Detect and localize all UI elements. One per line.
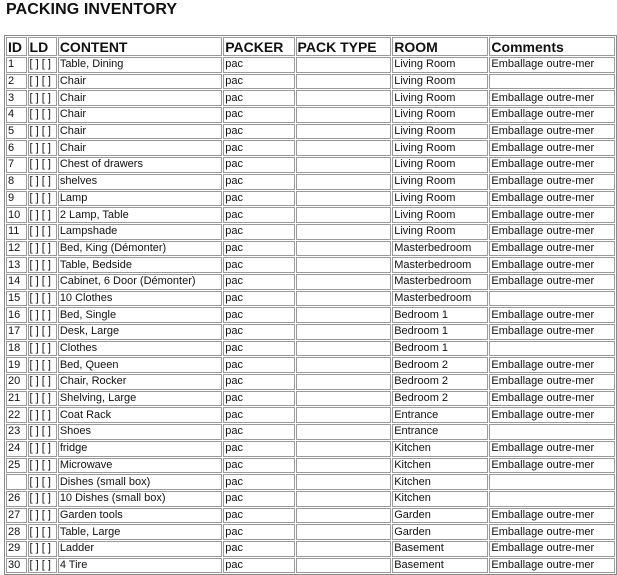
cell-comments: Emballage outre-mer bbox=[489, 241, 615, 257]
table-row bbox=[6, 174, 615, 190]
cell-id: 22 bbox=[6, 407, 27, 423]
cell-id: 26 bbox=[6, 491, 27, 507]
cell-pack-type bbox=[296, 307, 392, 323]
cell-comments: Emballage outre-mer bbox=[489, 257, 615, 273]
cell-id: 27 bbox=[6, 508, 27, 524]
cell-id: 2 bbox=[6, 74, 27, 90]
cell-room: Living Room bbox=[392, 107, 488, 123]
cell-packer: pac bbox=[223, 57, 294, 73]
cell-id: 16 bbox=[6, 307, 27, 323]
cell-content: Ladder bbox=[58, 541, 222, 557]
cell-packer: pac bbox=[223, 374, 294, 390]
cell-pack-type bbox=[296, 324, 392, 340]
cell-packer: pac bbox=[223, 324, 294, 340]
header-content: CONTENT bbox=[58, 37, 222, 56]
cell-id: 25 bbox=[6, 458, 27, 474]
cell-id: 17 bbox=[6, 324, 27, 340]
cell-id: 15 bbox=[6, 291, 27, 307]
table-row bbox=[6, 224, 615, 240]
cell-ld: [ ] [ ] bbox=[28, 74, 57, 90]
cell-pack-type bbox=[296, 274, 392, 290]
cell-comments: Emballage outre-mer bbox=[489, 107, 615, 123]
cell-ld: [ ] [ ] bbox=[28, 541, 57, 557]
cell-pack-type bbox=[296, 257, 392, 273]
header-ld: LD bbox=[28, 37, 57, 56]
cell-content: Chair bbox=[58, 140, 222, 156]
cell-ld: [ ] [ ] bbox=[28, 407, 57, 423]
table-row bbox=[6, 241, 615, 257]
cell-room: Living Room bbox=[392, 57, 488, 73]
cell-pack-type bbox=[296, 107, 392, 123]
cell-comments: Emballage outre-mer bbox=[489, 307, 615, 323]
cell-id: 1 bbox=[6, 57, 27, 73]
cell-pack-type bbox=[296, 558, 392, 574]
cell-comments: Emballage outre-mer bbox=[489, 558, 615, 574]
cell-ld: [ ] [ ] bbox=[28, 307, 57, 323]
table-row bbox=[6, 558, 615, 574]
cell-pack-type bbox=[296, 224, 392, 240]
cell-id: 28 bbox=[6, 524, 27, 540]
cell-comments bbox=[489, 341, 615, 357]
cell-room: Masterbedroom bbox=[392, 241, 488, 257]
cell-packer: pac bbox=[223, 307, 294, 323]
cell-comments bbox=[489, 291, 615, 307]
cell-comments: Emballage outre-mer bbox=[489, 140, 615, 156]
header-room: ROOM bbox=[392, 37, 488, 56]
cell-content: 4 Tire bbox=[58, 558, 222, 574]
cell-content: Coat Rack bbox=[58, 407, 222, 423]
cell-pack-type bbox=[296, 174, 392, 190]
cell-comments: Emballage outre-mer bbox=[489, 324, 615, 340]
table-row bbox=[6, 274, 615, 290]
cell-packer: pac bbox=[223, 241, 294, 257]
cell-content: Bed, Queen bbox=[58, 357, 222, 373]
cell-room: Basement bbox=[392, 558, 488, 574]
cell-room: Entrance bbox=[392, 424, 488, 440]
cell-packer: pac bbox=[223, 407, 294, 423]
cell-content: Clothes bbox=[58, 341, 222, 357]
cell-room: Bedroom 2 bbox=[392, 374, 488, 390]
cell-comments: Emballage outre-mer bbox=[489, 357, 615, 373]
cell-comments: Emballage outre-mer bbox=[489, 174, 615, 190]
cell-comments: Emballage outre-mer bbox=[489, 374, 615, 390]
cell-content: Cabinet, 6 Door (Démonter) bbox=[58, 274, 222, 290]
table-row bbox=[6, 107, 615, 123]
cell-packer: pac bbox=[223, 391, 294, 407]
cell-packer: pac bbox=[223, 458, 294, 474]
cell-ld: [ ] [ ] bbox=[28, 474, 57, 490]
inventory-table bbox=[4, 35, 617, 575]
cell-comments bbox=[489, 74, 615, 90]
cell-packer: pac bbox=[223, 524, 294, 540]
cell-content: Dishes (small box) bbox=[58, 474, 222, 490]
cell-pack-type bbox=[296, 491, 392, 507]
cell-id: 4 bbox=[6, 107, 27, 123]
cell-comments: Emballage outre-mer bbox=[489, 90, 615, 106]
cell-content: Chair bbox=[58, 90, 222, 106]
cell-content: Lamp bbox=[58, 191, 222, 207]
cell-content: Chair, Rocker bbox=[58, 374, 222, 390]
cell-id: 19 bbox=[6, 357, 27, 373]
cell-ld: [ ] [ ] bbox=[28, 174, 57, 190]
cell-comments bbox=[489, 491, 615, 507]
cell-room: Masterbedroom bbox=[392, 257, 488, 273]
cell-packer: pac bbox=[223, 157, 294, 173]
table-row bbox=[6, 307, 615, 323]
cell-room: Living Room bbox=[392, 224, 488, 240]
cell-comments: Emballage outre-mer bbox=[489, 391, 615, 407]
cell-room: Living Room bbox=[392, 207, 488, 223]
cell-content: Chair bbox=[58, 124, 222, 140]
cell-comments: Emballage outre-mer bbox=[489, 508, 615, 524]
cell-ld: [ ] [ ] bbox=[28, 257, 57, 273]
cell-ld: [ ] [ ] bbox=[28, 441, 57, 457]
cell-id: 6 bbox=[6, 140, 27, 156]
table-row bbox=[6, 157, 615, 173]
cell-room: Living Room bbox=[392, 74, 488, 90]
cell-pack-type bbox=[296, 90, 392, 106]
table-row bbox=[6, 508, 615, 524]
cell-ld: [ ] [ ] bbox=[28, 90, 57, 106]
cell-content: Table, Large bbox=[58, 524, 222, 540]
cell-packer: pac bbox=[223, 174, 294, 190]
cell-room: Kitchen bbox=[392, 441, 488, 457]
cell-room: Masterbedroom bbox=[392, 274, 488, 290]
cell-id: 14 bbox=[6, 274, 27, 290]
cell-id: 20 bbox=[6, 374, 27, 390]
cell-id: 11 bbox=[6, 224, 27, 240]
cell-packer: pac bbox=[223, 508, 294, 524]
table-row bbox=[6, 57, 615, 73]
cell-pack-type bbox=[296, 441, 392, 457]
cell-comments: Emballage outre-mer bbox=[489, 191, 615, 207]
cell-ld: [ ] [ ] bbox=[28, 207, 57, 223]
cell-ld: [ ] [ ] bbox=[28, 140, 57, 156]
table-row bbox=[6, 140, 615, 156]
cell-id: 24 bbox=[6, 441, 27, 457]
cell-content: Bed, Single bbox=[58, 307, 222, 323]
cell-packer: pac bbox=[223, 140, 294, 156]
cell-room: Bedroom 1 bbox=[392, 324, 488, 340]
cell-id: 10 bbox=[6, 207, 27, 223]
cell-room: Basement bbox=[392, 541, 488, 557]
cell-ld: [ ] [ ] bbox=[28, 291, 57, 307]
cell-pack-type bbox=[296, 140, 392, 156]
cell-packer: pac bbox=[223, 207, 294, 223]
cell-content: Table, Dining bbox=[58, 57, 222, 73]
cell-content: Shoes bbox=[58, 424, 222, 440]
cell-room: Entrance bbox=[392, 407, 488, 423]
cell-ld: [ ] [ ] bbox=[28, 374, 57, 390]
cell-pack-type bbox=[296, 541, 392, 557]
table-row bbox=[6, 257, 615, 273]
table-row bbox=[6, 407, 615, 423]
cell-pack-type bbox=[296, 191, 392, 207]
table-row bbox=[6, 324, 615, 340]
cell-comments: Emballage outre-mer bbox=[489, 207, 615, 223]
header-pack-type: PACK TYPE bbox=[296, 37, 392, 56]
table-row bbox=[6, 74, 615, 90]
cell-packer: pac bbox=[223, 74, 294, 90]
cell-room: Bedroom 2 bbox=[392, 391, 488, 407]
cell-comments: Emballage outre-mer bbox=[489, 124, 615, 140]
cell-id: 5 bbox=[6, 124, 27, 140]
cell-ld: [ ] [ ] bbox=[28, 57, 57, 73]
cell-comments: Emballage outre-mer bbox=[489, 458, 615, 474]
table-row bbox=[6, 191, 615, 207]
cell-room: Kitchen bbox=[392, 491, 488, 507]
cell-packer: pac bbox=[223, 124, 294, 140]
cell-packer: pac bbox=[223, 341, 294, 357]
cell-pack-type bbox=[296, 124, 392, 140]
cell-packer: pac bbox=[223, 274, 294, 290]
cell-room: Living Room bbox=[392, 191, 488, 207]
cell-comments: Emballage outre-mer bbox=[489, 157, 615, 173]
header-id: ID bbox=[6, 37, 27, 56]
table-row bbox=[6, 458, 615, 474]
header-comments: Comments bbox=[489, 37, 615, 56]
cell-pack-type bbox=[296, 357, 392, 373]
cell-ld: [ ] [ ] bbox=[28, 458, 57, 474]
cell-pack-type bbox=[296, 207, 392, 223]
cell-room: Garden bbox=[392, 524, 488, 540]
cell-content: fridge bbox=[58, 441, 222, 457]
cell-ld: [ ] [ ] bbox=[28, 157, 57, 173]
cell-comments: Emballage outre-mer bbox=[489, 224, 615, 240]
cell-id: 7 bbox=[6, 157, 27, 173]
header-packer: PACKER bbox=[223, 37, 294, 56]
cell-packer: pac bbox=[223, 541, 294, 557]
cell-id: 29 bbox=[6, 541, 27, 557]
cell-packer: pac bbox=[223, 474, 294, 490]
cell-comments: Emballage outre-mer bbox=[489, 541, 615, 557]
cell-id: 30 bbox=[6, 558, 27, 574]
cell-ld: [ ] [ ] bbox=[28, 424, 57, 440]
cell-comments: Emballage outre-mer bbox=[489, 57, 615, 73]
cell-ld: [ ] [ ] bbox=[28, 107, 57, 123]
cell-content: Desk, Large bbox=[58, 324, 222, 340]
cell-content: Chair bbox=[58, 74, 222, 90]
cell-pack-type bbox=[296, 508, 392, 524]
table-row bbox=[6, 124, 615, 140]
cell-room: Garden bbox=[392, 508, 488, 524]
cell-pack-type bbox=[296, 241, 392, 257]
table-row bbox=[6, 424, 615, 440]
cell-ld: [ ] [ ] bbox=[28, 524, 57, 540]
cell-pack-type bbox=[296, 458, 392, 474]
cell-id: 8 bbox=[6, 174, 27, 190]
cell-id: 3 bbox=[6, 90, 27, 106]
cell-id: 21 bbox=[6, 391, 27, 407]
cell-pack-type bbox=[296, 341, 392, 357]
table-row bbox=[6, 391, 615, 407]
cell-room: Living Room bbox=[392, 174, 488, 190]
cell-room: Kitchen bbox=[392, 474, 488, 490]
cell-comments: Emballage outre-mer bbox=[489, 274, 615, 290]
cell-ld: [ ] [ ] bbox=[28, 274, 57, 290]
table-row bbox=[6, 374, 615, 390]
cell-content: shelves bbox=[58, 174, 222, 190]
cell-packer: pac bbox=[223, 224, 294, 240]
cell-room: Bedroom 2 bbox=[392, 357, 488, 373]
cell-pack-type bbox=[296, 407, 392, 423]
cell-pack-type bbox=[296, 291, 392, 307]
cell-comments bbox=[489, 424, 615, 440]
cell-comments: Emballage outre-mer bbox=[489, 441, 615, 457]
cell-comments bbox=[489, 474, 615, 490]
cell-ld: [ ] [ ] bbox=[28, 491, 57, 507]
table-row bbox=[6, 291, 615, 307]
cell-packer: pac bbox=[223, 291, 294, 307]
table-body bbox=[6, 57, 615, 573]
cell-content: Microwave bbox=[58, 458, 222, 474]
cell-pack-type bbox=[296, 157, 392, 173]
cell-id: 18 bbox=[6, 341, 27, 357]
cell-content: Bed, King (Démonter) bbox=[58, 241, 222, 257]
cell-packer: pac bbox=[223, 90, 294, 106]
page-title: PACKING INVENTORY bbox=[6, 1, 178, 18]
cell-pack-type bbox=[296, 524, 392, 540]
cell-ld: [ ] [ ] bbox=[28, 341, 57, 357]
cell-room: Living Room bbox=[392, 157, 488, 173]
cell-ld: [ ] [ ] bbox=[28, 124, 57, 140]
cell-ld: [ ] [ ] bbox=[28, 324, 57, 340]
cell-content: 10 Clothes bbox=[58, 291, 222, 307]
table-row bbox=[6, 491, 615, 507]
cell-packer: pac bbox=[223, 424, 294, 440]
cell-pack-type bbox=[296, 474, 392, 490]
cell-packer: pac bbox=[223, 107, 294, 123]
cell-content: 10 Dishes (small box) bbox=[58, 491, 222, 507]
cell-comments: Emballage outre-mer bbox=[489, 407, 615, 423]
table-row bbox=[6, 524, 615, 540]
cell-id: 13 bbox=[6, 257, 27, 273]
cell-pack-type bbox=[296, 57, 392, 73]
cell-comments: Emballage outre-mer bbox=[489, 524, 615, 540]
cell-content: Garden tools bbox=[58, 508, 222, 524]
cell-room: Kitchen bbox=[392, 458, 488, 474]
cell-ld: [ ] [ ] bbox=[28, 508, 57, 524]
cell-content: 2 Lamp, Table bbox=[58, 207, 222, 223]
cell-content: Shelving, Large bbox=[58, 391, 222, 407]
cell-pack-type bbox=[296, 74, 392, 90]
cell-ld: [ ] [ ] bbox=[28, 558, 57, 574]
table-row bbox=[6, 341, 615, 357]
cell-room: Bedroom 1 bbox=[392, 341, 488, 357]
cell-content: Table, Bedside bbox=[58, 257, 222, 273]
cell-ld: [ ] [ ] bbox=[28, 391, 57, 407]
cell-content: Chair bbox=[58, 107, 222, 123]
cell-ld: [ ] [ ] bbox=[28, 241, 57, 257]
table-row bbox=[6, 441, 615, 457]
table-row bbox=[6, 207, 615, 223]
cell-id: 23 bbox=[6, 424, 27, 440]
cell-packer: pac bbox=[223, 191, 294, 207]
cell-room: Living Room bbox=[392, 90, 488, 106]
cell-pack-type bbox=[296, 391, 392, 407]
cell-room: Bedroom 1 bbox=[392, 307, 488, 323]
cell-id: 12 bbox=[6, 241, 27, 257]
table-row bbox=[6, 90, 615, 106]
cell-content: Chest of drawers bbox=[58, 157, 222, 173]
cell-packer: pac bbox=[223, 491, 294, 507]
cell-ld: [ ] [ ] bbox=[28, 224, 57, 240]
cell-pack-type bbox=[296, 374, 392, 390]
cell-packer: pac bbox=[223, 257, 294, 273]
cell-pack-type bbox=[296, 424, 392, 440]
cell-room: Living Room bbox=[392, 140, 488, 156]
cell-room: Living Room bbox=[392, 124, 488, 140]
cell-id bbox=[6, 474, 27, 490]
cell-ld: [ ] [ ] bbox=[28, 191, 57, 207]
table-row bbox=[6, 357, 615, 373]
cell-ld: [ ] [ ] bbox=[28, 357, 57, 373]
cell-content: Lampshade bbox=[58, 224, 222, 240]
cell-packer: pac bbox=[223, 558, 294, 574]
cell-id: 9 bbox=[6, 191, 27, 207]
cell-packer: pac bbox=[223, 357, 294, 373]
cell-packer: pac bbox=[223, 441, 294, 457]
table-row bbox=[6, 474, 615, 490]
table-header-row bbox=[6, 37, 615, 56]
cell-room: Masterbedroom bbox=[392, 291, 488, 307]
table-row bbox=[6, 541, 615, 557]
